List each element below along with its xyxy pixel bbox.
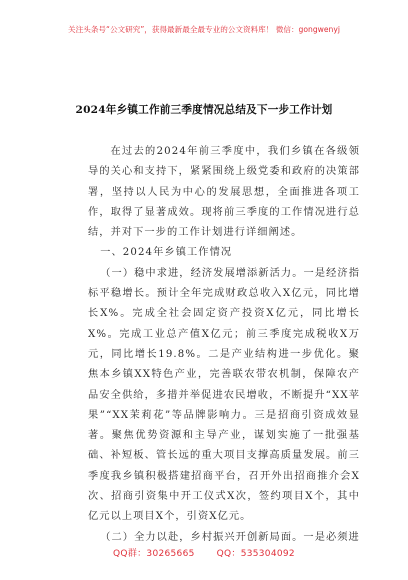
header-note: 关注头条号“公文研究”，获得最新最全最专业的公文资料库！ 微信：gongwenyj [68, 25, 340, 34]
section-heading: 一、2024年乡镇工作情况 [100, 247, 233, 259]
document-title: 2024年乡镇工作前三季度情况总结及下一步工作计划 [75, 104, 333, 116]
item-paragraph-1: （一）稳中求进，经济发展增添新活力。一是经济指标平稳增长。预计全年完成财政总收入X亿元，同比增长X%。完成全社会固定资产投资X亿元，同比增长X%。完成工业总产值X亿元；前三季度完成税收X万元，同比增长19.8%。二是产业结构进一步优化。聚焦本乡镇XX特色产业，完善联农带农机制，保障农产品安全供给，多措并举促进农民增收，不断提升“XX苹果”“XX茉莉花”等品牌影响力。三是招商引资成效显著。聚焦优势资源和主导产业，谋划实施了一批强基础、补短板、管长远的重大项目支撑高质量发展。前三季度我乡镇积极搭建招商平台，召开外出招商推介会X次、招商引资集中开工仪式X次，签约项目X个，其中亿元以上项目X个，引资X亿元。 [88, 267, 360, 523]
footer-contact [0, 546, 408, 559]
footer-qq-group: QQ群：30265665 [113, 549, 195, 559]
footer-qq: QQ：535304092 [216, 549, 295, 559]
intro-paragraph: 在过去的2024年前三季度中，我们乡镇在各级领导的关心和支持下，紧紧围绕上级党委和政府的决策部署，坚持以人民为中心的发展思想，全面推进各项工作，取得了显著成效。现将前三季度的工作情况进行总结，并对下一步的工作计划进行详细阐述。 [88, 146, 360, 239]
document-body [88, 142, 360, 548]
item-paragraph-2: （二）全力以赴，乡村振兴开创新局面。一是必须进 [100, 531, 360, 543]
